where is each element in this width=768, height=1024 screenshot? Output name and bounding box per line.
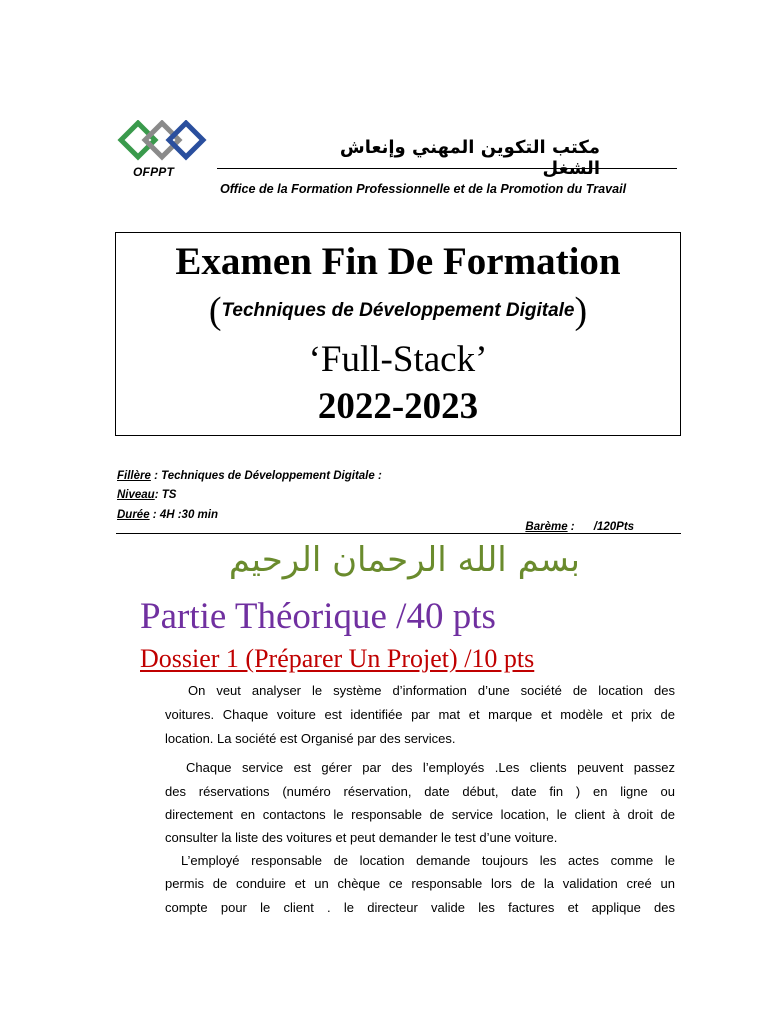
duree-value: : 4H :30 min — [149, 509, 218, 521]
dossier-heading: Dossier 1 (Préparer Un Projet) /10 pts — [140, 644, 535, 673]
paragraph-line: permis de conduire et un chèque ce responsable lors de la validation creé un — [165, 876, 675, 891]
office-name: Office de la Formation Professionnelle et de la Promotion du Travail — [220, 182, 627, 196]
subtitle-text: Techniques de Développement Digitale — [221, 300, 575, 321]
filiere-label: Fillère — [117, 470, 151, 482]
paragraph-line: consulter la liste des voitures et peut demander le test d’une voiture. — [165, 830, 558, 845]
paragraph-line: L’employé responsable de location demande toujours les actes comme le — [181, 853, 675, 868]
exam-title-box — [115, 232, 681, 436]
part-heading: Partie Théorique /40 pts — [140, 596, 496, 637]
paragraph-line: voitures. Chaque voiture est identifiée par mat et marque et modèle et prix de — [165, 707, 675, 722]
paren-close: ) — [574, 290, 588, 332]
paren-open: ( — [208, 290, 222, 332]
exam-track: ‘Full-Stack’ — [308, 339, 488, 380]
niveau-label: Niveau — [117, 489, 155, 501]
niveau-value: : TS — [154, 489, 177, 501]
header-rule — [217, 168, 677, 169]
filiere-value: : Techniques de Développement Digitale : — [150, 470, 382, 482]
paragraph-line: location. La société est Organisé par des services. — [165, 731, 456, 746]
info-filiere — [117, 470, 382, 482]
exam-year: 2022-2023 — [317, 386, 479, 427]
arabic-institution-name: مكتب التكوين المهني وإنعاش الشغل — [339, 137, 600, 179]
bareme-label: Barème — [525, 521, 568, 533]
paragraph-line: compte pour le client . le directeur valide les factures et applique des — [165, 900, 675, 915]
paragraph-line: directement en contactons le responsable de service location, le client à droit de — [165, 807, 675, 822]
info-duree — [117, 509, 218, 521]
info-niveau — [117, 489, 176, 501]
duree-label: Durée — [117, 509, 150, 521]
exam-title: Examen Fin De Formation — [175, 240, 621, 283]
basmala: بسم الله الرحمان الرحيم — [228, 540, 580, 580]
logo-caption: OFPPT — [133, 165, 175, 179]
section-divider — [116, 533, 681, 534]
paragraph-line: Chaque service est gérer par des l’employés .Les clients peuvent passez — [186, 760, 675, 775]
bareme-value: : /120Pts — [567, 521, 635, 533]
paragraph-line: des réservations (numéro réservation, date début, date fin ) en ligne ou — [165, 784, 675, 799]
paragraph-line: On veut analyser le système d’information d’une société de location des — [188, 683, 675, 698]
info-bareme — [519, 509, 634, 533]
exam-subtitle — [116, 289, 680, 333]
